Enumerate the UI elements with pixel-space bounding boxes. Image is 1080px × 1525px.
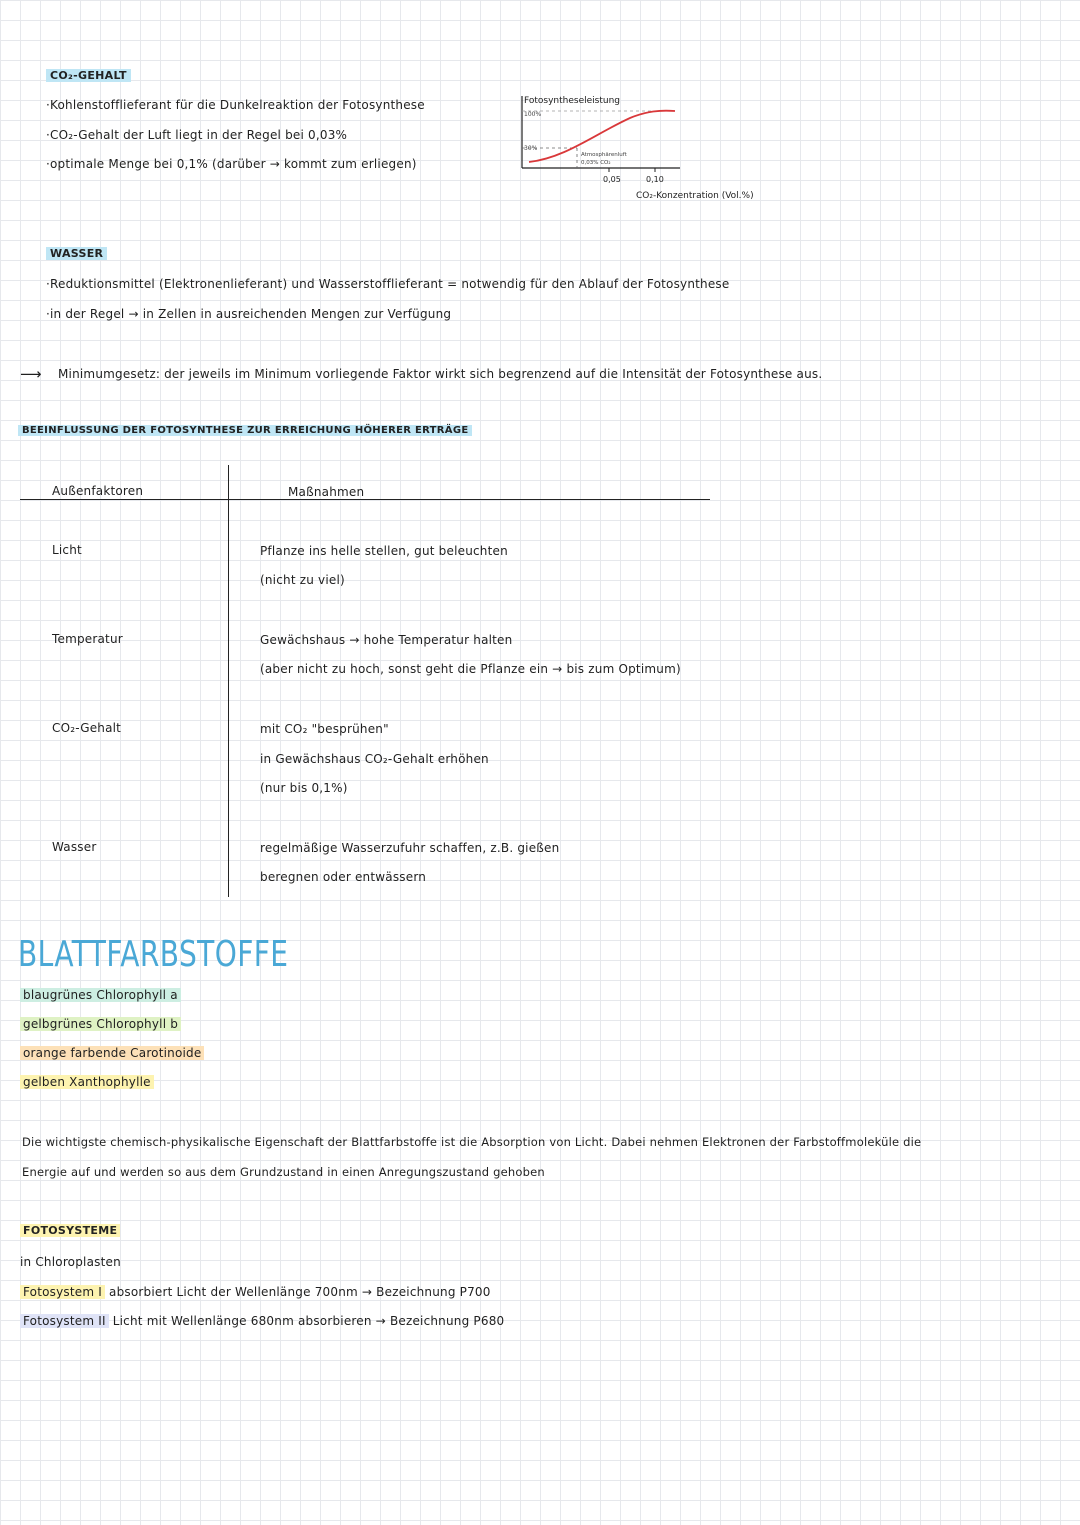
table-row-measure: Pflanze ins helle stellen, gut beleuchten — [260, 544, 508, 558]
co2-heading: CO₂-GEHALT — [46, 69, 131, 82]
graph-xlabel: CO₂-Konzentration (Vol.%) — [636, 191, 754, 201]
table-header-factors: Außenfaktoren — [52, 484, 144, 498]
beeinflussung-heading: BEEINFLUSSUNG DER FOTOSYNTHESE ZUR ERREICHUNG HÖHERER ERTRÄGE — [18, 425, 472, 436]
wasser-heading: WASSER — [46, 247, 107, 260]
graph-y-mid: 30% — [524, 145, 538, 152]
wasser-line-2: ·in der Regel → in Zellen in ausreichenden Mengen zur Verfügung — [46, 307, 452, 321]
table-row-measure: mit CO₂ "besprühen" — [260, 722, 389, 736]
graph-note-2: 0,03% CO₂ — [581, 160, 611, 166]
table-row-factor: Licht — [52, 543, 82, 557]
pigment-item: gelben Xanthophylle — [20, 1075, 154, 1089]
co2-line-1: ·Kohlenstofflieferant für die Dunkelreaktion der Fotosynthese — [46, 98, 425, 112]
blattfarbstoffe-title: BLATTFARBSTOFFE — [18, 934, 289, 975]
graph-tick-label-1: 0,05 — [603, 175, 621, 184]
graph-note-1: Atmosphärenluft — [581, 152, 627, 158]
table-row-measure: (nicht zu viel) — [260, 573, 345, 587]
table-row-measure: (aber nicht zu hoch, sonst geht die Pflanze ein → bis zum Optimum) — [260, 662, 681, 676]
table-row-factor: Temperatur — [52, 632, 123, 646]
minimum-text: Minimumgesetz: der jeweils im Minimum vorliegende Faktor wirkt sich begrenzend auf die Intensität der Fotosynthese aus. — [58, 367, 823, 381]
table-row-measure: regelmäßige Wasserzufuhr schaffen, z.B. gießen — [260, 841, 560, 855]
table-vertical-rule — [228, 465, 229, 897]
pigment-item: orange farbende Carotinoide — [20, 1046, 204, 1060]
graph-y-top: 100% — [524, 111, 542, 118]
table-row-measure: Gewächshaus → hohe Temperatur halten — [260, 633, 513, 647]
graph-title: Fotosyntheseleistung — [524, 96, 620, 106]
pigment-paragraph-line-2: Energie auf und werden so aus dem Grundzustand in einen Anregungszustand gehoben — [22, 1165, 545, 1179]
fotosystem-1-line — [20, 1285, 491, 1299]
fotosystem-2-line — [20, 1314, 504, 1328]
fotosysteme-heading: FOTOSYSTEME — [20, 1224, 120, 1237]
table-header-measures: Maßnahmen — [288, 485, 365, 499]
fotosystem-1-label: Fotosystem I — [20, 1285, 105, 1299]
fotosystem-1-text: absorbiert Licht der Wellenlänge 700nm → Bezeichnung P700 — [109, 1285, 491, 1299]
table-horizontal-rule — [20, 499, 710, 500]
pigment-item: blaugrünes Chlorophyll a — [20, 988, 181, 1002]
table-row-measure: in Gewächshaus CO₂-Gehalt erhöhen — [260, 752, 489, 766]
table-row-factor: CO₂-Gehalt — [52, 721, 122, 735]
co2-graph — [515, 92, 805, 207]
pigment-item: gelbgrünes Chlorophyll b — [20, 1017, 181, 1031]
wasser-line-1: ·Reduktionsmittel (Elektronenlieferant) und Wasserstofflieferant = notwendig für den Ablauf der Fotosynthese — [46, 277, 730, 291]
co2-line-3: ·optimale Menge bei 0,1% (darüber → kommt zum erliegen) — [46, 157, 417, 171]
pigment-paragraph-line-1: Die wichtigste chemisch-physikalische Eigenschaft der Blattfarbstoffe ist die Absorption von Licht. Dabei nehmen Elektronen der Farbstoffmoleküle die — [22, 1135, 922, 1149]
graph-tick-label-2: 0,10 — [646, 175, 664, 184]
co2-line-2: ·CO₂-Gehalt der Luft liegt in der Regel bei 0,03% — [46, 128, 348, 142]
fotosystem-2-label: Fotosystem II — [20, 1314, 109, 1328]
table-row-measure: (nur bis 0,1%) — [260, 781, 348, 795]
fotosystem-2-text: Licht mit Wellenlänge 680nm absorbieren → Bezeichnung P680 — [112, 1314, 505, 1328]
table-row-factor: Wasser — [52, 840, 97, 854]
fotosysteme-sub: in Chloroplasten — [20, 1255, 121, 1269]
minimum-arrow: ⟶ — [20, 365, 42, 383]
table-row-measure: beregnen oder entwässern — [260, 870, 427, 884]
